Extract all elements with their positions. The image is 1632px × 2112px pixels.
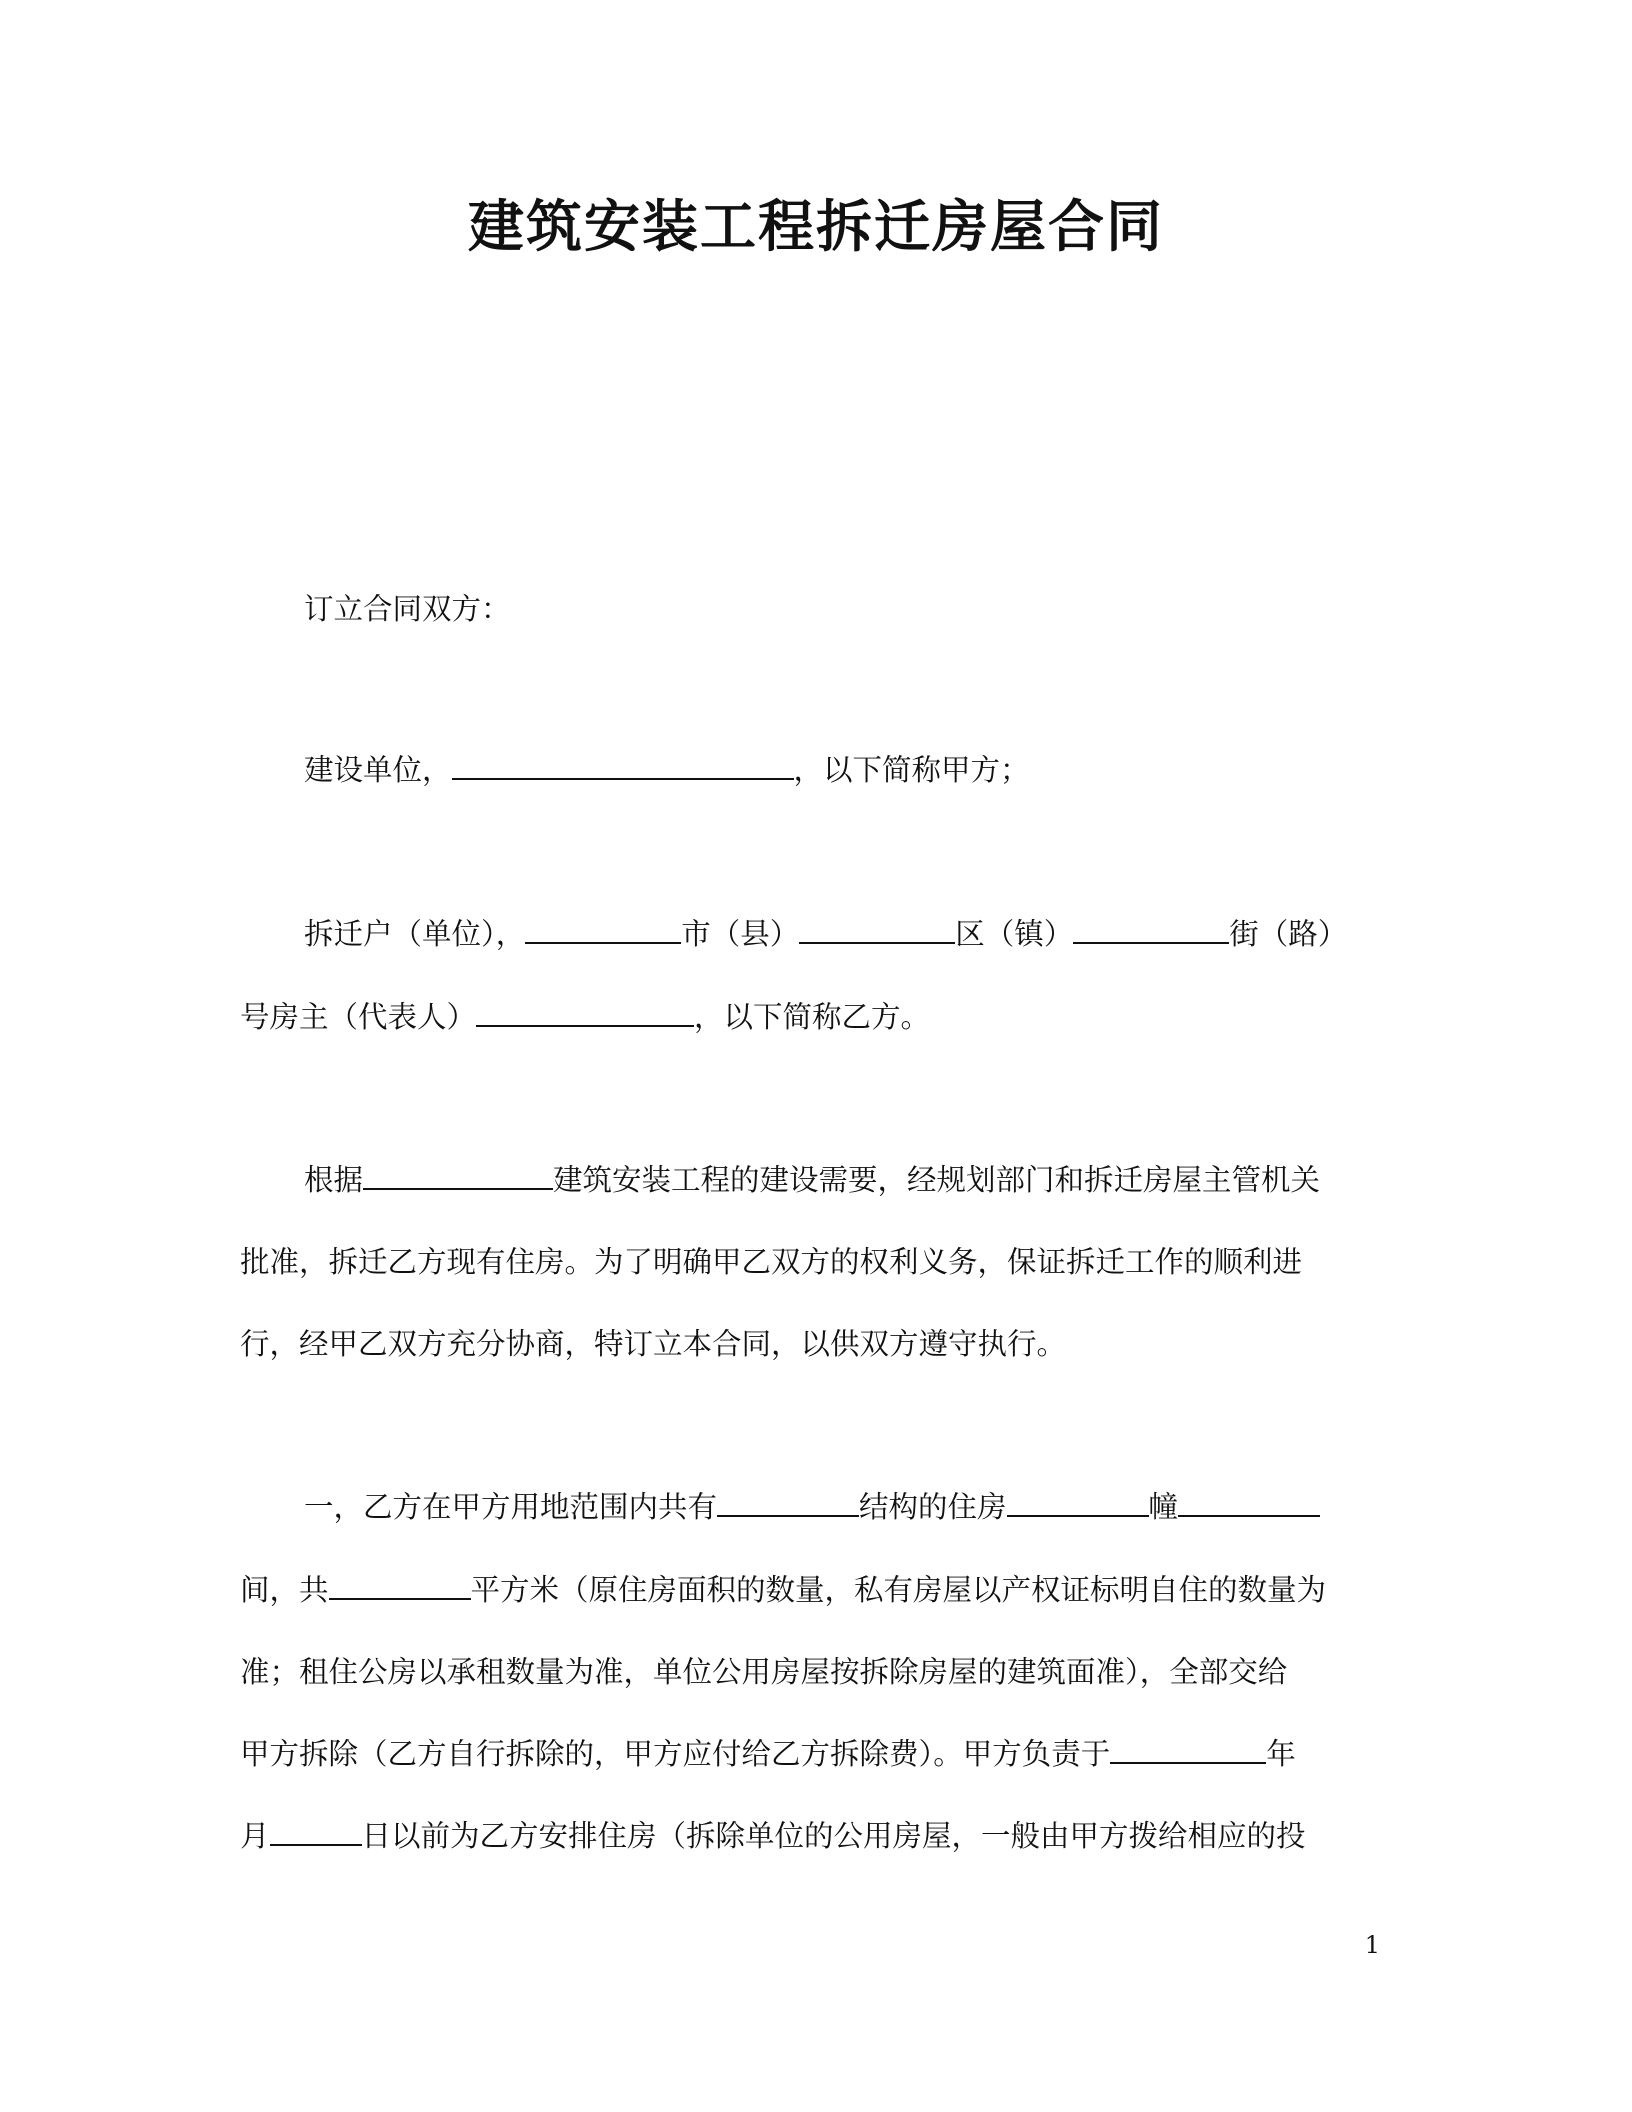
party-b-line-1: 拆迁户（单位）， 市（县） 区（镇） 街（路） (304, 910, 1380, 958)
building-count-blank (1007, 1487, 1149, 1517)
party-a-name-blank (452, 750, 794, 780)
year-blank (1110, 1734, 1266, 1764)
room-count-blank (1178, 1487, 1320, 1517)
clause-1-line-4: 甲方拆除（乙方自行拆除的，甲方应付给乙方拆除费）。甲方负责于 年 (240, 1730, 1380, 1778)
parties-heading: 订立合同双方： (304, 592, 511, 626)
document-title: 建筑安装工程拆迁房屋合同 (468, 195, 1164, 260)
clause-1-line-1: 一，乙方在甲方用地范围内共有 结构的住房 幢 (304, 1483, 1380, 1531)
structure-blank (717, 1487, 859, 1517)
district-blank (799, 914, 955, 944)
page-number: 1 (1364, 1931, 1380, 1959)
area-blank (329, 1570, 471, 1600)
basis-line-3: 行，经甲乙双方充分协商，特订立本合同，以供双方遵守执行。 (240, 1327, 1067, 1361)
basis-line-1: 根据 建筑安装工程的建设需要，经规划部门和拆迁房屋主管机关 (304, 1156, 1380, 1204)
clause-1-line-2: 间，共 平方米（原住房面积的数量，私有房屋以产权证标明自住的数量为 (240, 1566, 1380, 1614)
clause-1-line-3: 准；租住公房以承租数量为准，单位公用房屋按拆除房屋的建筑面准），全部交给 (240, 1655, 1288, 1689)
city-blank (525, 914, 681, 944)
owner-blank (476, 997, 694, 1027)
month-blank (270, 1816, 362, 1846)
basis-line-2: 批准，拆迁乙方现有住房。为了明确甲乙双方的权利义务，保证拆迁工作的顺利进 (240, 1245, 1303, 1279)
party-a-line: 建设单位， ，以下简称甲方； (304, 746, 1380, 794)
clause-1-line-5: 月 日以前为乙方安排住房（拆除单位的公用房屋，一般由甲方拨给相应的投 (240, 1812, 1380, 1860)
party-b-line-2: 号房主（代表人） ，以下简称乙方。 (240, 993, 1380, 1041)
street-blank (1073, 914, 1229, 944)
project-blank (363, 1160, 553, 1190)
